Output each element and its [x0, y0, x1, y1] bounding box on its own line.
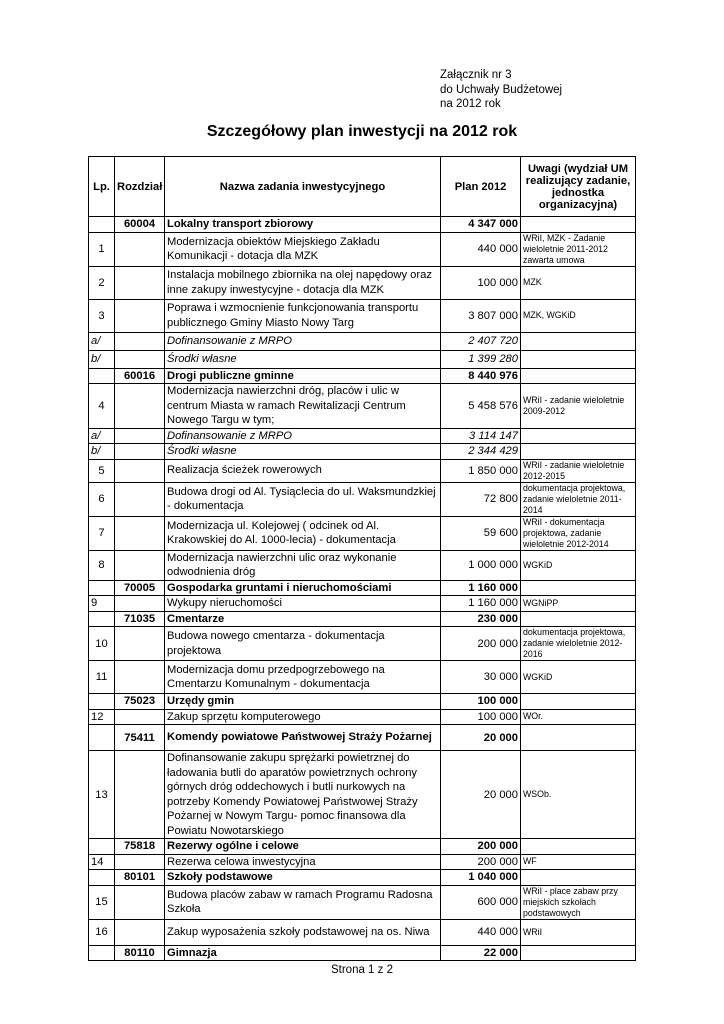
row-rozdzial	[115, 516, 165, 550]
row-rozdzial	[115, 428, 165, 444]
row-plan: 1 040 000	[441, 870, 521, 886]
row-plan: 2 407 720	[441, 332, 521, 350]
table-row	[89, 459, 636, 482]
row-uwagi: WRiI, MZK - Zadanie wieloletnie 2011-2012 zawarta umowa	[521, 232, 636, 266]
section-row	[89, 694, 636, 710]
row-rozdzial: 80101	[115, 870, 165, 886]
table-body	[89, 217, 636, 961]
row-uwagi: WGKiD	[521, 550, 636, 580]
annex-line-3: na 2012 rok	[440, 98, 501, 110]
annex-note	[440, 68, 562, 112]
row-plan: 1 160 000	[441, 580, 521, 596]
table-row	[89, 854, 636, 870]
table-row	[89, 299, 636, 332]
row-plan: 1 000 000	[441, 550, 521, 580]
row-lp	[89, 839, 115, 855]
row-rozdzial	[115, 854, 165, 870]
section-row	[89, 945, 636, 961]
row-uwagi	[521, 725, 636, 751]
row-plan: 72 800	[441, 482, 521, 516]
row-uwagi: WOr.	[521, 709, 636, 725]
row-plan: 100 000	[441, 694, 521, 710]
row-nazwa: Gospodarka gruntami i nieruchomościami	[165, 580, 441, 596]
row-rozdzial: 70005	[115, 580, 165, 596]
row-nazwa: Budowa placów zabaw w ramach Programu Radosna Szkoła	[165, 885, 441, 919]
section-row	[89, 870, 636, 886]
row-nazwa: Wykupy nieruchomości	[165, 596, 441, 612]
row-rozdzial: 80110	[115, 945, 165, 961]
row-plan: 440 000	[441, 232, 521, 266]
row-rozdzial: 75818	[115, 839, 165, 855]
row-nazwa: Dofinansowanie z MRPO	[165, 332, 441, 350]
table-header-row	[89, 157, 636, 217]
table-row	[89, 550, 636, 580]
row-uwagi: MZK	[521, 266, 636, 299]
row-uwagi	[521, 368, 636, 384]
section-row	[89, 217, 636, 233]
row-plan: 100 000	[441, 709, 521, 725]
row-lp	[89, 368, 115, 384]
row-uwagi	[521, 839, 636, 855]
row-rozdzial: 75023	[115, 694, 165, 710]
row-lp: 15	[89, 885, 115, 919]
row-lp	[89, 694, 115, 710]
row-uwagi: dokumentacja projektowa, zadanie wieloletnie 2012-2016	[521, 627, 636, 661]
row-uwagi: WSOb.	[521, 751, 636, 839]
row-nazwa: Instalacja mobilnego zbiornika na olej napędowy oraz inne zakupy inwestycyjne - dotacja dla MZK	[165, 266, 441, 299]
table-row	[89, 384, 636, 429]
annex-line-2: do Uchwały Budżetowej	[440, 83, 563, 96]
header-rozdzial: Rozdział	[115, 157, 165, 217]
table-row	[89, 709, 636, 725]
table-row	[89, 596, 636, 612]
row-nazwa: Środki własne	[165, 444, 441, 460]
row-nazwa: Komendy powiatowe Państwowej Straży Pożarnej	[165, 725, 441, 751]
row-lp	[89, 945, 115, 961]
row-uwagi	[521, 444, 636, 460]
row-uwagi: WRiI	[521, 919, 636, 945]
row-uwagi	[521, 350, 636, 368]
row-rozdzial	[115, 444, 165, 460]
row-lp: b/	[89, 350, 115, 368]
table-row	[89, 444, 636, 460]
row-plan: 1 850 000	[441, 459, 521, 482]
row-rozdzial	[115, 751, 165, 839]
table-row	[89, 232, 636, 266]
row-nazwa: Rezerwy ogólne i celowe	[165, 839, 441, 855]
row-plan: 600 000	[441, 885, 521, 919]
table-row	[89, 350, 636, 368]
row-lp: 2	[89, 266, 115, 299]
row-uwagi: WRiI - zadanie wieloletnie 2009-2012	[521, 384, 636, 429]
row-lp: 4	[89, 384, 115, 429]
row-uwagi	[521, 945, 636, 961]
header-lp: Lp.	[89, 157, 115, 217]
row-rozdzial	[115, 627, 165, 661]
row-rozdzial	[115, 299, 165, 332]
row-rozdzial	[115, 232, 165, 266]
row-nazwa: Budowa nowego cmentarza - dokumentacja projektowa	[165, 627, 441, 661]
row-rozdzial	[115, 885, 165, 919]
table-row	[89, 332, 636, 350]
row-uwagi	[521, 611, 636, 627]
row-lp: 1	[89, 232, 115, 266]
row-plan: 3 807 000	[441, 299, 521, 332]
row-nazwa: Modernizacja obiektów Miejskiego Zakładu Komunikacji - dotacja dla MZK	[165, 232, 441, 266]
row-lp	[89, 580, 115, 596]
row-nazwa: Drogi publiczne gminne	[165, 368, 441, 384]
row-nazwa: Modernizacja domu przedpogrzebowego na Cmentarzu Komunalnym - dokumentacja	[165, 661, 441, 694]
annex-line-1: Załącznik nr 3	[440, 69, 512, 81]
row-lp: 8	[89, 550, 115, 580]
row-rozdzial: 60004	[115, 217, 165, 233]
row-rozdzial	[115, 384, 165, 429]
row-lp: a/	[89, 332, 115, 350]
row-lp	[89, 611, 115, 627]
row-rozdzial	[115, 661, 165, 694]
row-lp: 3	[89, 299, 115, 332]
table-row	[89, 661, 636, 694]
row-plan: 20 000	[441, 751, 521, 839]
row-lp	[89, 870, 115, 886]
row-lp: 6	[89, 482, 115, 516]
row-rozdzial	[115, 709, 165, 725]
row-uwagi	[521, 428, 636, 444]
table-row	[89, 516, 636, 550]
row-uwagi: WF	[521, 854, 636, 870]
row-lp: 9	[89, 596, 115, 612]
row-plan: 8 440 976	[441, 368, 521, 384]
row-rozdzial	[115, 266, 165, 299]
row-nazwa: Rezerwa celowa inwestycyjna	[165, 854, 441, 870]
row-uwagi	[521, 332, 636, 350]
investment-table	[88, 156, 636, 961]
table-row	[89, 266, 636, 299]
section-row	[89, 580, 636, 596]
row-uwagi: WGKiD	[521, 661, 636, 694]
row-plan: 200 000	[441, 839, 521, 855]
row-plan: 3 114 147	[441, 428, 521, 444]
row-plan: 230 000	[441, 611, 521, 627]
row-rozdzial	[115, 350, 165, 368]
row-lp	[89, 725, 115, 751]
row-uwagi: WGNiPP	[521, 596, 636, 612]
header-plan: Plan 2012	[441, 157, 521, 217]
row-plan: 200 000	[441, 627, 521, 661]
table-row	[89, 751, 636, 839]
row-lp: 16	[89, 919, 115, 945]
row-plan: 1 399 280	[441, 350, 521, 368]
row-rozdzial	[115, 596, 165, 612]
row-rozdzial	[115, 550, 165, 580]
row-plan: 59 600	[441, 516, 521, 550]
row-nazwa: Zakup wyposażenia szkoły podstawowej na os. Niwa	[165, 919, 441, 945]
row-plan: 440 000	[441, 919, 521, 945]
row-plan: 2 344 429	[441, 444, 521, 460]
row-plan: 5 458 576	[441, 384, 521, 429]
header-uwagi: Uwagi (wydział UM realizujący zadanie, jednostka organizacyjna)	[521, 157, 636, 217]
row-plan: 4 347 000	[441, 217, 521, 233]
row-plan: 100 000	[441, 266, 521, 299]
row-lp: a/	[89, 428, 115, 444]
row-plan: 20 000	[441, 725, 521, 751]
section-row	[89, 839, 636, 855]
row-nazwa: Budowa drogi od Al. Tysiąclecia do ul. Waksmundzkiej - dokumentacja	[165, 482, 441, 516]
row-nazwa: Modernizacja ul. Kolejowej ( odcinek od Al. Krakowskiej do Al. 1000-lecia) - dokumentacja	[165, 516, 441, 550]
row-lp	[89, 217, 115, 233]
row-plan: 1 160 000	[441, 596, 521, 612]
table-row	[89, 428, 636, 444]
row-lp: 13	[89, 751, 115, 839]
row-lp: 14	[89, 854, 115, 870]
row-uwagi: WRiI - place zabaw przy miejskich szkołach podstawowych	[521, 885, 636, 919]
section-row	[89, 611, 636, 627]
section-row	[89, 725, 636, 751]
table-row	[89, 627, 636, 661]
row-lp: 11	[89, 661, 115, 694]
row-uwagi: WRiI - zadanie wieloletnie 2012-2015	[521, 459, 636, 482]
row-nazwa: Realizacja ścieżek rowerowych	[165, 459, 441, 482]
row-uwagi	[521, 217, 636, 233]
row-nazwa: Zakup sprzętu komputerowego	[165, 709, 441, 725]
row-lp: b/	[89, 444, 115, 460]
row-uwagi	[521, 694, 636, 710]
row-rozdzial	[115, 459, 165, 482]
row-uwagi	[521, 870, 636, 886]
row-uwagi: WRiI - dokumentacja projektowa, zadanie wieloletnie 2012-2014	[521, 516, 636, 550]
row-lp: 10	[89, 627, 115, 661]
row-lp: 12	[89, 709, 115, 725]
row-nazwa: Modernizacja nawierzchni ulic oraz wykonanie odwodnienia dróg	[165, 550, 441, 580]
row-rozdzial	[115, 482, 165, 516]
row-nazwa: Modernizacja nawierzchni dróg, placów i ulic w centrum Miasta w ramach Rewitalizacji Centrum Nowego Targu w tym;	[165, 384, 441, 429]
row-rozdzial	[115, 332, 165, 350]
row-nazwa: Urzędy gmin	[165, 694, 441, 710]
row-lp: 7	[89, 516, 115, 550]
row-nazwa: Środki własne	[165, 350, 441, 368]
row-nazwa: Poprawa i wzmocnienie funkcjonowania transportu publicznego Gminy Miasto Nowy Targ	[165, 299, 441, 332]
row-plan: 200 000	[441, 854, 521, 870]
row-uwagi: dokumentacja projektowa, zadanie wieloletnie 2011-2014	[521, 482, 636, 516]
section-row	[89, 368, 636, 384]
table-row	[89, 885, 636, 919]
row-nazwa: Lokalny transport zbiorowy	[165, 217, 441, 233]
row-lp: 5	[89, 459, 115, 482]
page-footer: Strona 1 z 2	[330, 964, 393, 976]
row-nazwa: Dofinansowanie z MRPO	[165, 428, 441, 444]
row-rozdzial: 75411	[115, 725, 165, 751]
row-plan: 30 000	[441, 661, 521, 694]
row-nazwa: Szkoły podstawowe	[165, 870, 441, 886]
row-uwagi: MZK, WGKiD	[521, 299, 636, 332]
row-plan: 22 000	[441, 945, 521, 961]
table-row	[89, 919, 636, 945]
row-rozdzial: 71035	[115, 611, 165, 627]
row-rozdzial	[115, 919, 165, 945]
row-nazwa: Gimnazja	[165, 945, 441, 961]
table-row	[89, 482, 636, 516]
row-rozdzial: 60016	[115, 368, 165, 384]
row-nazwa: Dofinansowanie zakupu sprężarki powietrznej do ładowania butli do aparatów powietrznych ochrony górnych dróg oddechowych i butli nurkowych na potrzeby Komendy Powiatowej Państwowej Straży Pożarnej w Nowym Targu- pomoc finansowa dla Powiatu Nowotarskiego	[165, 751, 441, 839]
page-title: Szczegółowy plan inwestycji na 2012 rok	[206, 123, 518, 140]
row-uwagi	[521, 580, 636, 596]
row-nazwa: Cmentarze	[165, 611, 441, 627]
header-nazwa: Nazwa zadania inwestycyjnego	[165, 157, 441, 217]
